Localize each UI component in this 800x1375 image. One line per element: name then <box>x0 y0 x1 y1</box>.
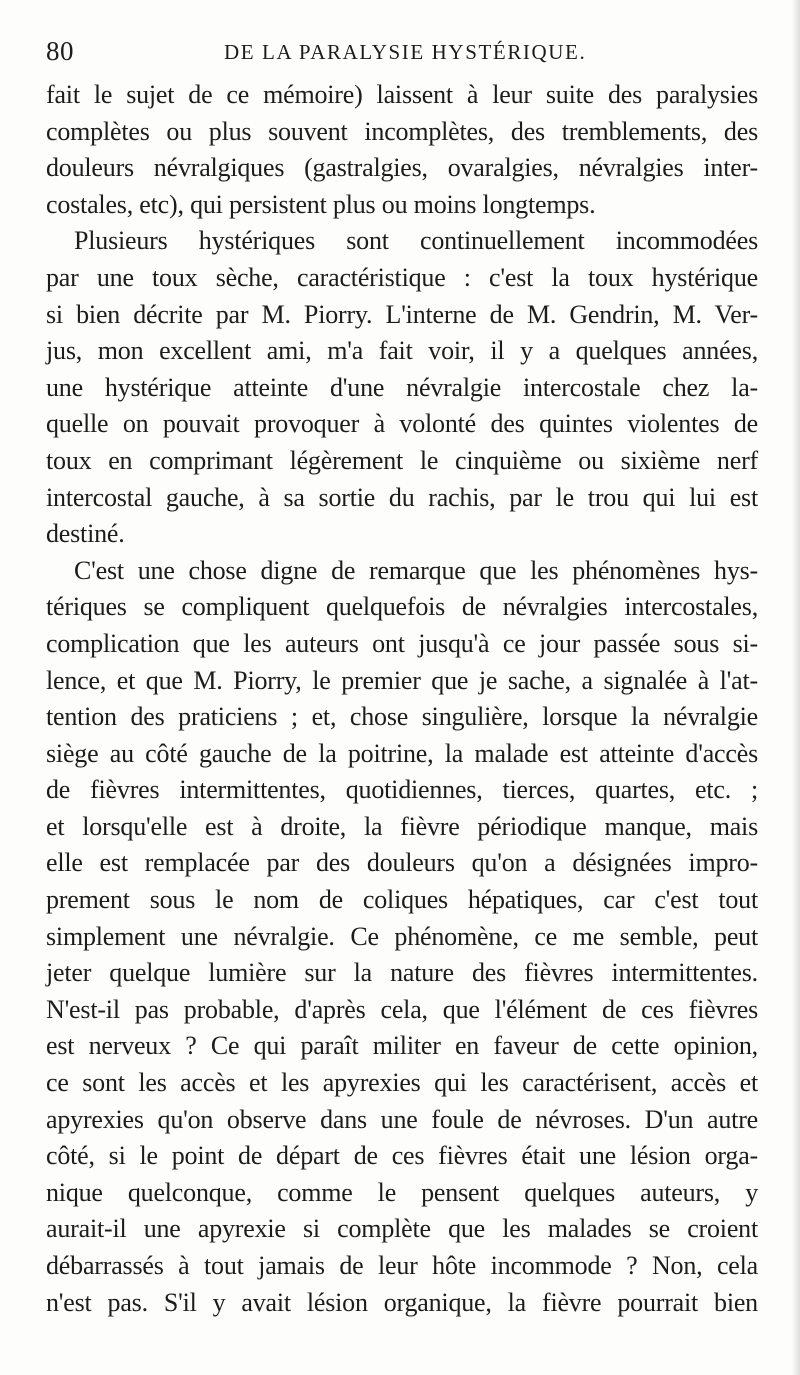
text-line: de fièvres intermittentes, quotidiennes, tierces, quartes, etc. ; <box>46 775 758 805</box>
text-line: nique quelconque, comme le pensent quelques auteurs, y <box>46 1177 758 1207</box>
text-line: aurait-il une apyrexie si complète que les malades se croient <box>46 1214 758 1244</box>
text-line: lence, et que M. Piorry, le premier que je sache, a signalée à l'at- <box>46 665 758 695</box>
text-line: intercostal gauche, à sa sortie du rachis, par le trou qui lui est <box>46 482 758 512</box>
text-line: N'est-il pas probable, d'après cela, que l'élément de ces fièvres <box>46 994 758 1024</box>
text-line: douleurs névralgiques (gastralgies, ovaralgies, névralgies inter- <box>46 153 758 183</box>
text-line: toux en comprimant légèrement le cinquième ou sixième nerf <box>46 445 758 475</box>
paragraph-first-line: C'est une chose digne de remarque que les phénomènes hys- <box>74 555 758 585</box>
text-line: complètes ou plus souvent incomplètes, des tremblements, des <box>46 116 758 146</box>
text-line: par une toux sèche, caractéristique : c'est la toux hystérique <box>46 262 758 292</box>
text-line: destiné. <box>46 519 125 549</box>
text-line: elle est remplacée par des douleurs qu'on a désignées impro- <box>46 848 758 878</box>
page-header <box>46 36 756 72</box>
text-line: fait le sujet de ce mémoire) laissent à leur suite des paralysies <box>46 80 758 109</box>
text-line: est nerveux ? Ce qui paraît militer en faveur de cette opinion, <box>46 1031 758 1061</box>
body-text <box>46 77 758 1321</box>
text-line: complication que les auteurs ont jusqu'à ce jour passée sous si- <box>46 628 758 658</box>
text-line: apyrexies qu'on observe dans une foule de névroses. D'un autre <box>46 1104 758 1134</box>
text-line: et lorsqu'elle est à droite, la fièvre périodique manque, mais <box>46 811 758 841</box>
page-edge-shadow <box>792 0 800 1375</box>
running-head: DE LA PARALYSIE HYSTÉRIQUE. <box>224 40 587 64</box>
text-line: jeter quelque lumière sur la nature des fièvres intermittentes. <box>46 958 758 988</box>
text-line: ce sont les accès et les apyrexies qui les caractérisent, accès et <box>46 1068 758 1098</box>
text-line: n'est pas. S'il y avait lésion organique, la fièvre pourrait bien <box>46 1287 758 1317</box>
text-line: une hystérique atteinte d'une névralgie intercostale chez la- <box>46 372 758 402</box>
text-line: débarrassés à tout jamais de leur hôte incommode ? Non, cela <box>46 1251 758 1280</box>
text-line: simplement une névralgie. Ce phénomène, ce me semble, peut <box>46 921 758 951</box>
text-line: tention des praticiens ; et, chose singulière, lorsque la névralgie <box>46 702 758 732</box>
text-line: côté, si le point de départ de ces fièvres était une lésion orga- <box>46 1141 758 1171</box>
text-line: quelle on pouvait provoquer à volonté des quintes violentes de <box>46 409 758 439</box>
text-line: siège au côté gauche de la poitrine, la malade est atteinte d'accès <box>46 738 758 768</box>
text-line: si bien décrite par M. Piorry. L'interne de M. Gendrin, M. Ver- <box>46 299 758 329</box>
page-number: 80 <box>46 36 74 66</box>
text-line: tériques se compliquent quelquefois de névralgies intercostales, <box>46 592 758 622</box>
text-line: jus, mon excellent ami, m'a fait voir, il y a quelques années, <box>46 336 758 366</box>
paragraph-first-line: Plusieurs hystériques sont continuellement incommodées <box>74 226 758 256</box>
text-line: prement sous le nom de coliques hépatiques, car c'est tout <box>46 885 758 915</box>
text-line: costales, etc), qui persistent plus ou moins longtemps. <box>46 189 596 219</box>
